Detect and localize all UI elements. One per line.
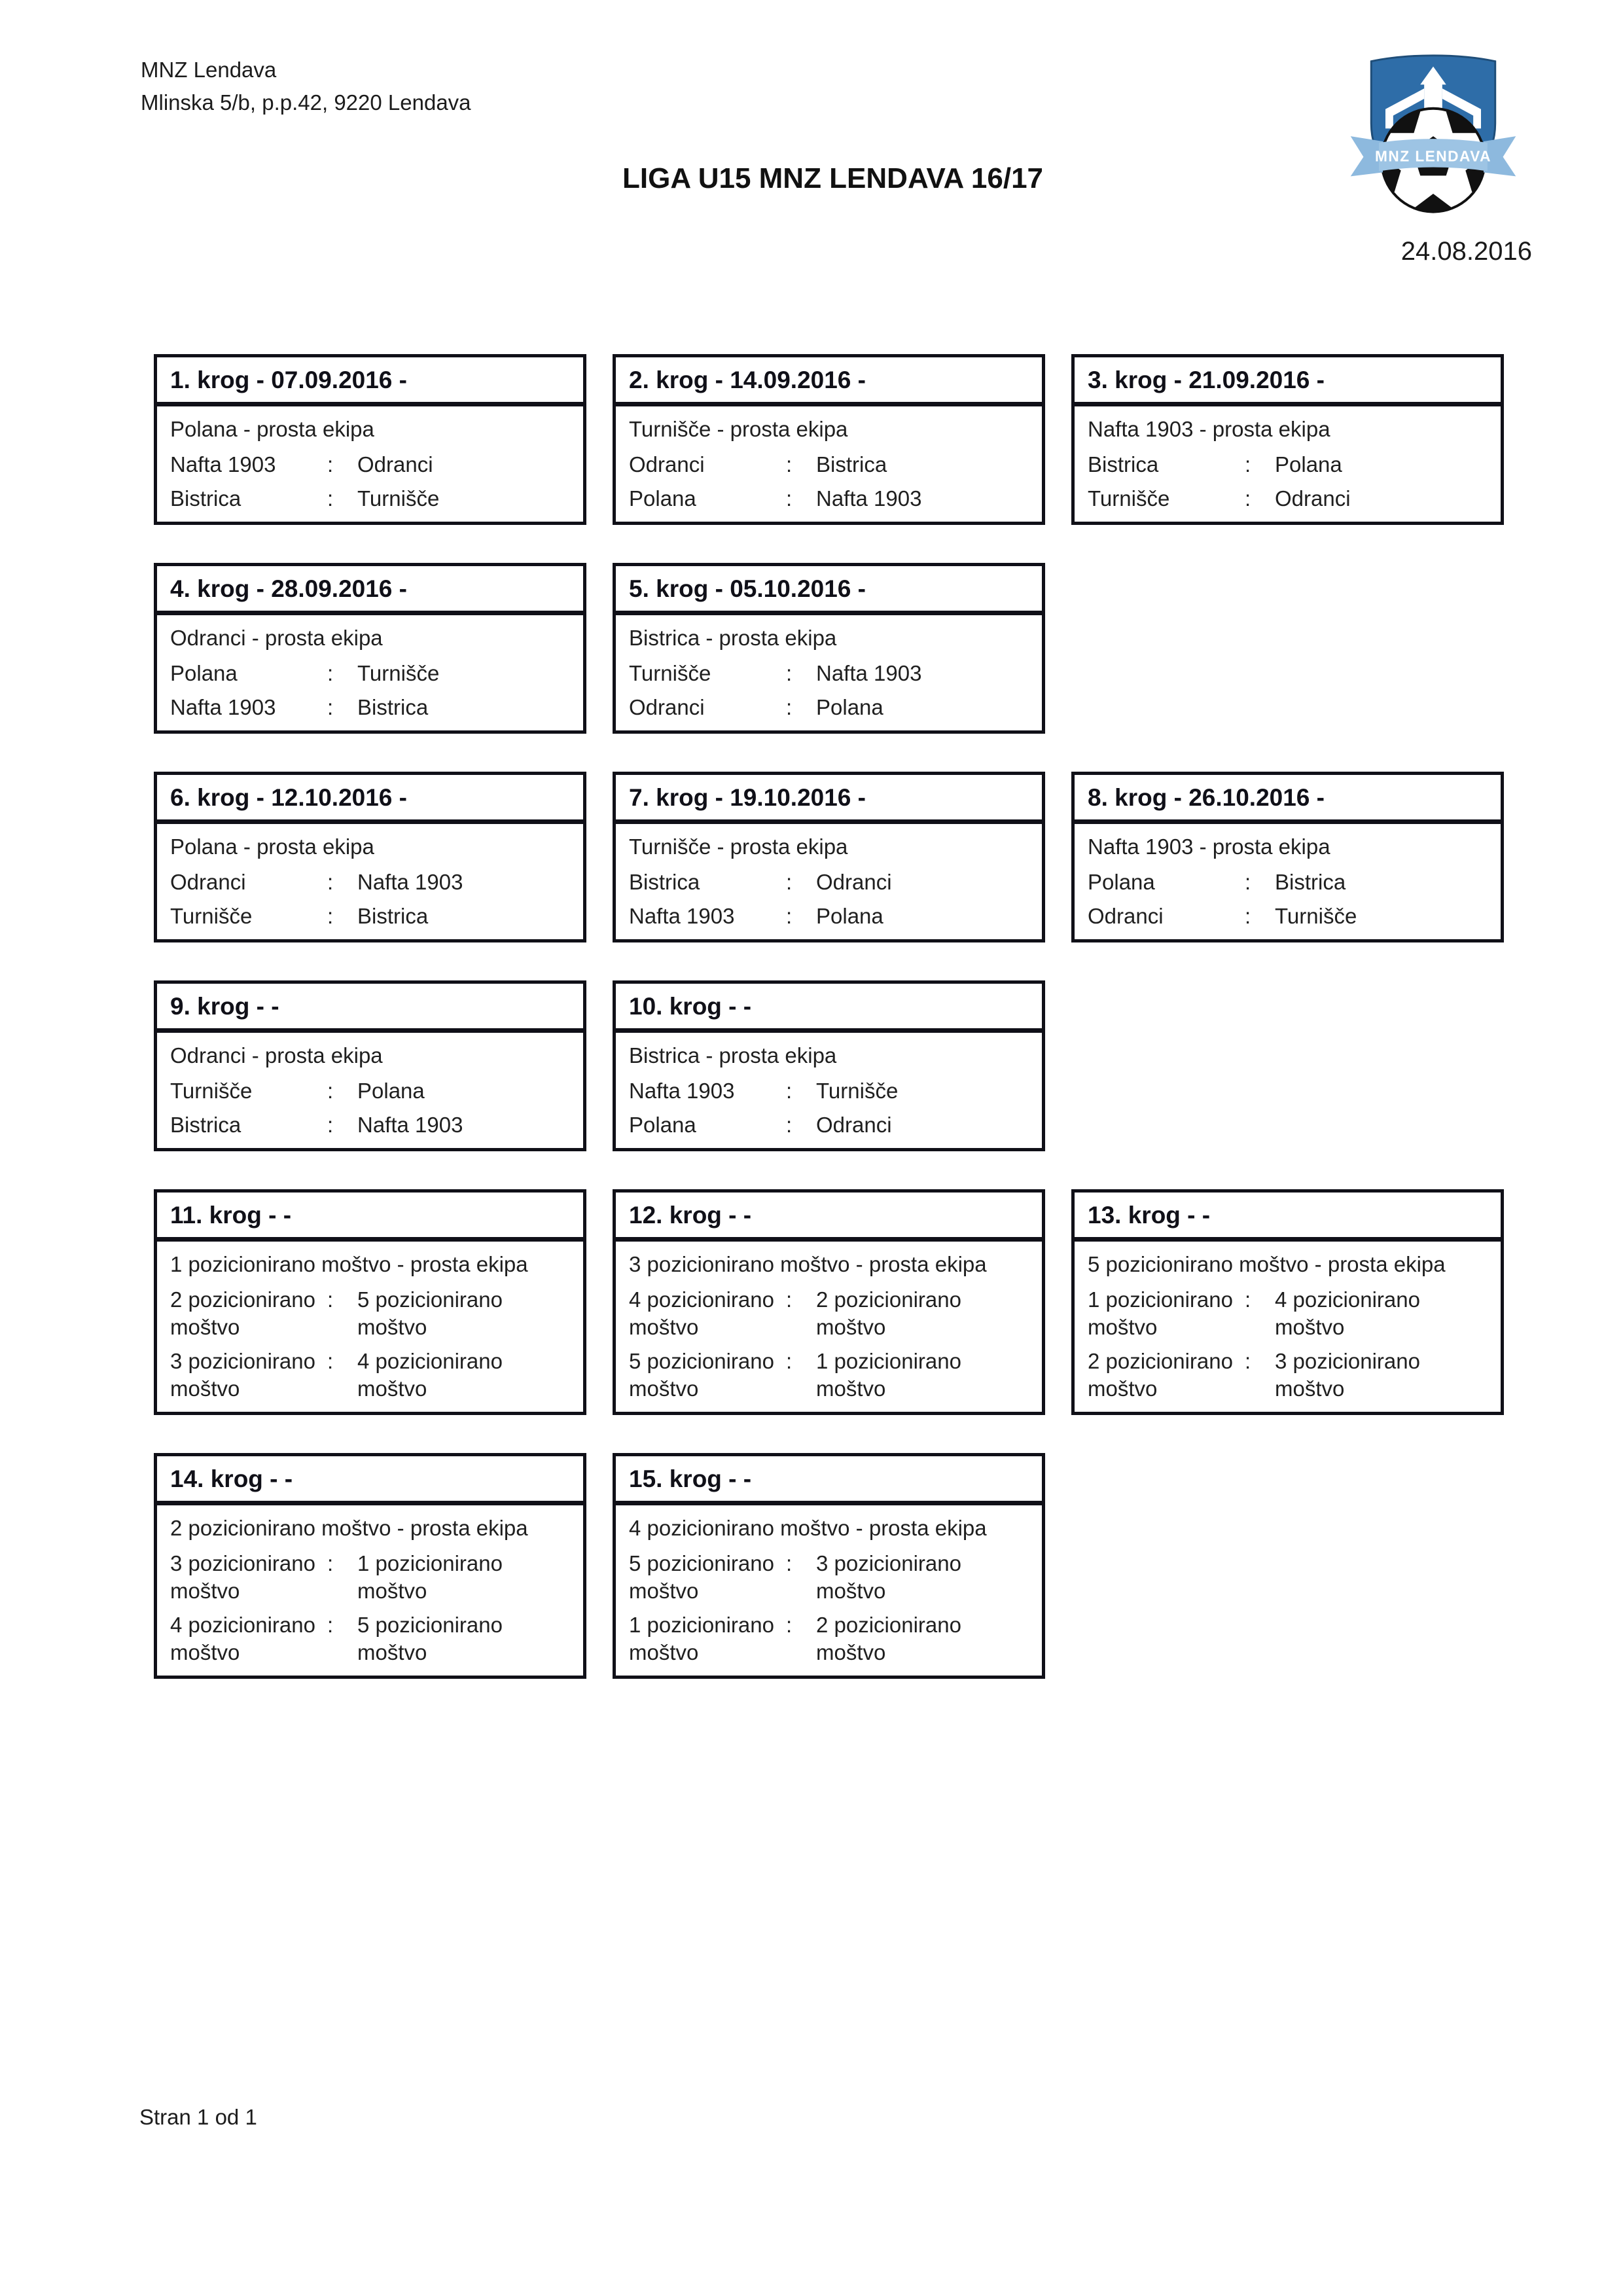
round-box: [1071, 354, 1504, 525]
round-box: [613, 772, 1045, 942]
round-box: [613, 1189, 1045, 1415]
match-row: [629, 903, 1029, 930]
home-team: Bistrica: [629, 870, 700, 894]
match-row: [170, 1286, 570, 1341]
away-team: 1 pozicionirano moštvo: [357, 1551, 503, 1603]
match-separator: :: [327, 1349, 334, 1373]
free-team-line: Turnišče - prosta ekipa: [629, 834, 848, 859]
free-team-line: 3 pozicionirano moštvo - prosta ekipa: [629, 1252, 987, 1276]
round-body: [616, 1033, 1042, 1148]
home-team: 3 pozicionirano moštvo: [170, 1551, 315, 1603]
match-separator: :: [327, 486, 334, 511]
home-team: Turnišče: [1088, 486, 1170, 511]
match-separator: :: [786, 486, 793, 511]
round-title: 8. krog - 26.10.2016 -: [1075, 775, 1501, 824]
match-separator: :: [327, 1113, 334, 1137]
away-team: Turnišče: [1275, 904, 1357, 928]
home-team: 5 pozicionirano moštvo: [629, 1349, 774, 1401]
match-row: [629, 485, 1029, 512]
home-team: Polana: [1088, 870, 1155, 894]
match-separator: :: [786, 1551, 793, 1575]
away-team: Bistrica: [816, 452, 887, 476]
match-row: [170, 903, 570, 930]
away-team: Odranci: [357, 452, 433, 476]
match-separator: :: [327, 1551, 334, 1575]
match-row: [1088, 1348, 1488, 1403]
round-body: [616, 824, 1042, 939]
round-title: 2. krog - 14.09.2016 -: [616, 357, 1042, 406]
away-team: Nafta 1903: [357, 1113, 463, 1137]
club-crest-icon: [1336, 47, 1530, 241]
away-team: Turnišče: [357, 486, 440, 511]
match-row: [170, 485, 570, 512]
match-separator: :: [1245, 452, 1251, 476]
match-separator: :: [1245, 486, 1251, 511]
free-team-line: 1 pozicionirano moštvo - prosta ekipa: [170, 1252, 528, 1276]
away-team: Polana: [816, 695, 883, 719]
round-box: [613, 563, 1045, 734]
match-row: [170, 869, 570, 896]
page-title: LIGA U15 MNZ LENDAVA 16/17: [622, 162, 1044, 194]
home-team: Polana: [629, 486, 696, 511]
away-team: Nafta 1903: [816, 486, 922, 511]
match-separator: :: [786, 870, 793, 894]
away-team: Turnišče: [357, 661, 440, 685]
away-team: Turnišče: [816, 1079, 899, 1103]
away-team: Bistrica: [1275, 870, 1346, 894]
round-title: 3. krog - 21.09.2016 -: [1075, 357, 1501, 406]
match-row: [629, 451, 1029, 478]
round-title: 4. krog - 28.09.2016 -: [157, 566, 583, 615]
away-team: Polana: [357, 1079, 425, 1103]
away-team: 3 pozicionirano moštvo: [1275, 1349, 1420, 1401]
round-box: [154, 980, 586, 1151]
round-title: 9. krog - -: [157, 984, 583, 1033]
free-team-line: Nafta 1903 - prosta ekipa: [1088, 834, 1330, 859]
away-team: Bistrica: [357, 695, 429, 719]
org-address: Mlinska 5/b, p.p.42, 9220 Lendava: [141, 90, 471, 115]
match-separator: :: [786, 904, 793, 928]
match-separator: :: [327, 1287, 334, 1312]
rounds-grid: [154, 354, 1505, 1717]
org-name: MNZ Lendava: [141, 58, 277, 82]
free-team-line: Bistrica - prosta ekipa: [629, 626, 837, 650]
match-row: [629, 694, 1029, 721]
away-team: Odranci: [1275, 486, 1351, 511]
home-team: 3 pozicionirano moštvo: [170, 1349, 315, 1401]
match-row: [1088, 869, 1488, 896]
home-team: 2 pozicionirano moštvo: [170, 1287, 315, 1339]
org-block: [141, 54, 471, 119]
match-separator: :: [327, 1613, 334, 1637]
grid-row: [154, 563, 1505, 734]
match-row: [629, 1077, 1029, 1105]
match-row: [170, 1077, 570, 1105]
home-team: Turnišče: [170, 904, 253, 928]
round-body: [1075, 1242, 1501, 1412]
away-team: 2 pozicionirano moštvo: [816, 1613, 961, 1664]
home-team: Odranci: [170, 870, 246, 894]
round-body: [616, 1505, 1042, 1676]
round-title: 6. krog - 12.10.2016 -: [157, 775, 583, 824]
grid-row: [154, 980, 1505, 1151]
free-team-line: Turnišče - prosta ekipa: [629, 417, 848, 441]
home-team: Odranci: [629, 452, 705, 476]
match-separator: :: [327, 695, 334, 719]
round-body: [157, 1242, 583, 1412]
round-title: 7. krog - 19.10.2016 -: [616, 775, 1042, 824]
away-team: 2 pozicionirano moštvo: [816, 1287, 961, 1339]
match-separator: :: [327, 904, 334, 928]
ribbon-banner-text: MNZ LENDAVA: [1374, 147, 1492, 165]
match-row: [629, 1348, 1029, 1403]
away-team: 5 pozicionirano moštvo: [357, 1287, 503, 1339]
home-team: 2 pozicionirano moštvo: [1088, 1349, 1233, 1401]
round-box: [154, 1453, 586, 1679]
match-row: [629, 660, 1029, 687]
match-separator: :: [786, 452, 793, 476]
free-team-line: Odranci - prosta ekipa: [170, 1043, 383, 1067]
grid-row: [154, 772, 1505, 942]
home-team: Bistrica: [1088, 452, 1159, 476]
free-team-line: Odranci - prosta ekipa: [170, 626, 383, 650]
away-team: Nafta 1903: [357, 870, 463, 894]
match-separator: :: [327, 661, 334, 685]
home-team: Polana: [629, 1113, 696, 1137]
match-separator: :: [786, 1113, 793, 1137]
away-team: 4 pozicionirano moštvo: [1275, 1287, 1420, 1339]
mnz-lendava-logo: [1336, 47, 1530, 241]
match-separator: :: [786, 695, 793, 719]
round-box: [154, 354, 586, 525]
away-team: Polana: [1275, 452, 1342, 476]
match-separator: :: [327, 1079, 334, 1103]
match-separator: :: [1245, 1349, 1251, 1373]
home-team: Polana: [170, 661, 238, 685]
match-separator: :: [786, 1079, 793, 1103]
round-body: [1075, 824, 1501, 939]
round-title: 1. krog - 07.09.2016 -: [157, 357, 583, 406]
match-row: [170, 451, 570, 478]
home-team: Nafta 1903: [170, 452, 276, 476]
round-title: 15. krog - -: [616, 1456, 1042, 1505]
home-team: 1 pozicionirano moštvo: [629, 1613, 774, 1664]
match-row: [170, 694, 570, 721]
free-team-line: Bistrica - prosta ekipa: [629, 1043, 837, 1067]
away-team: 5 pozicionirano moštvo: [357, 1613, 503, 1664]
grid-row: [154, 354, 1505, 525]
home-team: Bistrica: [170, 1113, 241, 1137]
home-team: Turnišče: [170, 1079, 253, 1103]
home-team: Turnišče: [629, 661, 711, 685]
home-team: 4 pozicionirano moštvo: [170, 1613, 315, 1664]
round-box: [613, 1453, 1045, 1679]
match-separator: :: [786, 1613, 793, 1637]
match-separator: :: [327, 870, 334, 894]
round-body: [616, 406, 1042, 522]
round-title: 11. krog - -: [157, 1193, 583, 1242]
round-box: [154, 563, 586, 734]
home-team: Nafta 1903: [629, 1079, 735, 1103]
match-row: [1088, 485, 1488, 512]
match-row: [170, 1348, 570, 1403]
away-team: 1 pozicionirano moštvo: [816, 1349, 961, 1401]
away-team: 4 pozicionirano moštvo: [357, 1349, 503, 1401]
document-date: 24.08.2016: [1400, 237, 1532, 266]
round-title: 12. krog - -: [616, 1193, 1042, 1242]
match-row: [629, 1286, 1029, 1341]
match-row: [629, 1611, 1029, 1666]
page-number: Stran 1 od 1: [139, 2105, 257, 2129]
match-separator: :: [786, 661, 793, 685]
round-title: 13. krog - -: [1075, 1193, 1501, 1242]
away-team: 3 pozicionirano moštvo: [816, 1551, 961, 1603]
match-row: [629, 1550, 1029, 1605]
match-row: [1088, 903, 1488, 930]
match-row: [170, 1550, 570, 1605]
match-row: [629, 1111, 1029, 1139]
away-team: Odranci: [816, 870, 892, 894]
match-separator: :: [1245, 904, 1251, 928]
round-body: [157, 1033, 583, 1148]
free-team-line: Polana - prosta ekipa: [170, 834, 374, 859]
home-team: 1 pozicionirano moštvo: [1088, 1287, 1233, 1339]
round-box: [1071, 772, 1504, 942]
round-body: [157, 1505, 583, 1676]
away-team: Nafta 1903: [816, 661, 922, 685]
grid-row: [154, 1189, 1505, 1415]
home-team: 5 pozicionirano moštvo: [629, 1551, 774, 1603]
match-separator: :: [786, 1287, 793, 1312]
home-team: Nafta 1903: [170, 695, 276, 719]
grid-row: [154, 1453, 1505, 1679]
free-team-line: 5 pozicionirano moštvo - prosta ekipa: [1088, 1252, 1446, 1276]
round-box: [154, 1189, 586, 1415]
round-box: [613, 980, 1045, 1151]
home-team: 4 pozicionirano moštvo: [629, 1287, 774, 1339]
round-body: [157, 615, 583, 730]
home-team: Odranci: [1088, 904, 1164, 928]
round-title: 5. krog - 05.10.2016 -: [616, 566, 1042, 615]
round-body: [616, 1242, 1042, 1412]
round-box: [613, 354, 1045, 525]
free-team-line: 2 pozicionirano moštvo - prosta ekipa: [170, 1516, 528, 1540]
match-separator: :: [327, 452, 334, 476]
match-row: [170, 1611, 570, 1666]
away-team: Bistrica: [357, 904, 429, 928]
free-team-line: 4 pozicionirano moštvo - prosta ekipa: [629, 1516, 987, 1540]
round-body: [157, 824, 583, 939]
round-box: [1071, 1189, 1504, 1415]
round-box: [154, 772, 586, 942]
match-row: [170, 660, 570, 687]
match-row: [170, 1111, 570, 1139]
home-team: Bistrica: [170, 486, 241, 511]
round-body: [157, 406, 583, 522]
away-team: Polana: [816, 904, 883, 928]
round-body: [1075, 406, 1501, 522]
match-row: [1088, 451, 1488, 478]
round-title: 14. krog - -: [157, 1456, 583, 1505]
match-separator: :: [1245, 1287, 1251, 1312]
free-team-line: Polana - prosta ekipa: [170, 417, 374, 441]
away-team: Odranci: [816, 1113, 892, 1137]
match-row: [1088, 1286, 1488, 1341]
home-team: Odranci: [629, 695, 705, 719]
home-team: Nafta 1903: [629, 904, 735, 928]
match-separator: :: [1245, 870, 1251, 894]
round-title: 10. krog - -: [616, 984, 1042, 1033]
round-body: [616, 615, 1042, 730]
free-team-line: Nafta 1903 - prosta ekipa: [1088, 417, 1330, 441]
match-row: [629, 869, 1029, 896]
match-separator: :: [786, 1349, 793, 1373]
